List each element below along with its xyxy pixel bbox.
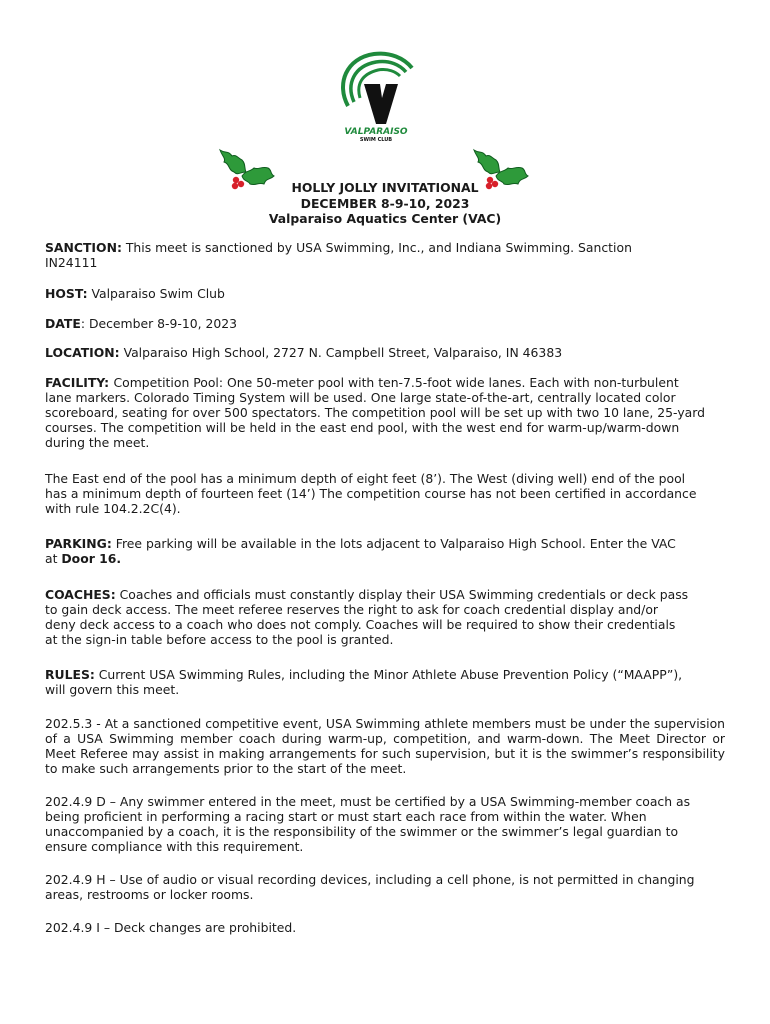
logo-club-name: VALPARAISO — [344, 127, 408, 137]
coaches-label: COACHES: — [45, 587, 116, 602]
rules-text: Current USA Swimming Rules, including the Minor Athlete Abuse Prevention Policy (“MAAPP”), will govern this meet. — [45, 667, 683, 697]
date-label: DATE — [45, 316, 81, 331]
rules-label: RULES: — [45, 667, 95, 682]
rule-202-5-3: 202.5.3 - At a sanctioned competitive event, USA Swimming athlete members must be under the supervision of a USA Swimming member coach during warm-up, competition, and warm-down. The Meet Director or Meet Referee may assist in making arrangements for such supervision, but it is the swimmer’s responsibility to make such arrangements prior to the start of the meet. — [45, 716, 725, 776]
parking-door: Door 16. — [61, 551, 122, 566]
parking-text: Free parking will be available in the lots adjacent to Valparaiso High School. Enter the VAC at — [45, 536, 676, 566]
date-paragraph — [45, 316, 725, 331]
host-text: Valparaiso Swim Club — [87, 286, 225, 301]
sanction-label: SANCTION: — [45, 240, 122, 255]
sanction-paragraph — [45, 240, 725, 270]
rule-202-4-9-d: 202.4.9 D – Any swimmer entered in the meet, must be certified by a USA Swimming-member coach as being proficient in performing a racing start or must start each race from within the water. When unaccompanied by a coach, it is the responsibility of the swimmer or the swimmer’s legal guardian to ensure compliance with this requirement. — [45, 794, 691, 854]
meet-venue: Valparaiso Aquatics Center (VAC) — [268, 211, 502, 226]
sanction-text: This meet is sanctioned by USA Swimming, Inc., and Indiana Swimming. Sanction IN24111 — [45, 240, 632, 270]
meet-dates: DECEMBER 8-9-10, 2023 — [300, 195, 470, 211]
parking-label: PARKING: — [45, 536, 112, 551]
meet-title-block — [200, 180, 570, 227]
location-paragraph — [45, 345, 725, 360]
location-label: LOCATION: — [45, 345, 120, 360]
coaches-paragraph — [45, 587, 725, 647]
rule-202-4-9-h: 202.4.9 H – Use of audio or visual recording devices, including a cell phone, is not permitted in changing areas, restrooms or locker rooms. — [45, 872, 695, 902]
parking-paragraph — [45, 536, 725, 566]
host-label: HOST: — [45, 286, 88, 301]
location-text: Valparaiso High School, 2727 N. Campbell Street, Valparaiso, IN 46383 — [119, 345, 563, 360]
rule-202-4-9-i: 202.4.9 I – Deck changes are prohibited. — [45, 920, 297, 935]
logo-club-sub: SWIM CLUB — [359, 137, 393, 143]
swoosh-v-icon — [334, 48, 418, 128]
meet-title: HOLLY JOLLY INVITATIONAL — [291, 180, 479, 195]
facility-paragraph — [45, 375, 725, 450]
rules-paragraph — [45, 667, 725, 697]
coaches-text: Coaches and officials must constantly display their USA Swimming credentials or deck pass to gain deck access. The meet referee reserves the right to ask for coach credential display and/or deny deck access to a coach who does not comply. Coaches will be required to show their credentials at the sign-in table before access to the pool is granted. — [45, 587, 689, 647]
club-logo — [334, 48, 418, 148]
facility-label: FACILITY: — [45, 375, 114, 390]
facility-depth-paragraph: The East end of the pool has a minimum depth of eight feet (8’). The West (diving well) end of the pool has a minimum depth of fourteen feet (14’) The competition course has not been certified in accordance with rule 104.2.2C(4). — [45, 471, 697, 516]
date-text: : December 8-9-10, 2023 — [80, 316, 238, 331]
facility-text: Competition Pool: One 50-meter pool with ten-7.5-foot wide lanes. Each with non-turbulent lane markers. Colorado Timing System will be used. One large state-of-the-art, centrally located color scoreboard, seating for over 500 spectators. The competition pool will be set up with two 10 lane, 25-yard courses. The competition will be held in the east end pool, with the west end for warm-up/warm-down during the meet. — [45, 375, 705, 450]
host-paragraph — [45, 286, 725, 301]
